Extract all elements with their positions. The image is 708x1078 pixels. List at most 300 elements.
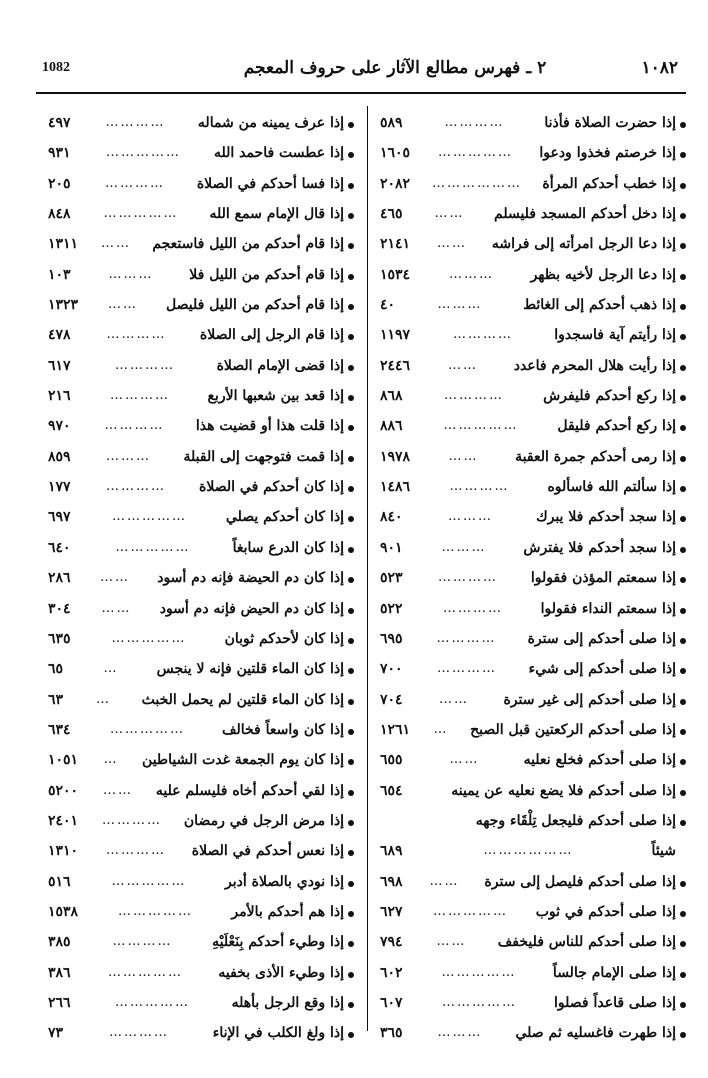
leader-dots: …………… [442,994,517,1010]
index-entry [380,504,686,534]
leader-dots: ………… [106,843,166,859]
index-entry [48,565,354,595]
bullet-icon [680,608,686,614]
entry-page-number: ٥٢٣ [380,570,403,587]
entry-text: إذا كان الدرع سابغاً [232,539,344,556]
index-entry [48,687,354,717]
index-entry [380,869,686,899]
entry-text: إذا قلت هذا أو قضيت هذا [195,418,344,435]
entry-page-number: ٥٨٩ [380,115,403,131]
leader-dots: …… [429,873,460,889]
bullet-icon [348,911,354,917]
entry-page-number: ١٩٧٨ [380,448,411,465]
bullet-icon [680,516,686,522]
leader-dots: …… [439,691,469,707]
entry-page-number: ٢٠٨٢ [380,175,411,192]
index-entry [380,383,686,413]
index-entry [48,960,354,990]
bullet-icon [680,941,686,947]
entry-page-number: ٢١٦ [48,388,71,405]
right-column [380,110,686,1051]
entry-text: إذا سجد أحدكم فلا يفترش [523,539,676,556]
index-entry [48,504,354,534]
index-entry [48,596,354,626]
entry-text: إذا عرف يمينه من شماله [197,115,344,131]
entry-page-number: ١٥٣٤ [380,266,411,283]
index-entry [380,990,686,1020]
bullet-icon [348,759,354,765]
index-entry [48,201,354,231]
entry-text: إذا سجد أحدكم فلا يبرك [536,509,676,526]
leader-dots: …………… [112,509,187,525]
leader-dots: …… [436,934,467,950]
entry-text: إذا صلى أحدكم فلا يضع نعليه عن يمينه [451,782,676,799]
index-entry [48,899,354,929]
index-entry [48,353,354,383]
entry-page-number: ٤٦٥ [380,206,403,223]
bullet-icon [348,183,354,189]
entry-page-number: ٣٨٦ [48,964,71,981]
entry-page-number: ٩٠١ [380,539,403,556]
leader-dots: … [433,721,449,737]
entry-text: إذا صلى أحدكم إلى سترة [527,630,676,647]
index-entry [380,1020,686,1050]
bullet-icon [680,456,686,462]
leader-dots: …………… [118,903,193,919]
index-entry [380,929,686,959]
leader-dots: ……… [441,539,487,555]
entry-page-number: ٧٠٠ [380,661,403,678]
index-entry [380,444,686,474]
bullet-icon [680,729,686,735]
bullet-icon [348,547,354,553]
entry-page-number: ٦٤٠ [48,539,71,556]
bullet-icon [680,547,686,553]
leader-dots: …………… [103,206,179,222]
entry-text: إذا ذهب أحدكم إلى الغائط [523,297,676,314]
header-rule [36,92,686,94]
bullet-icon [680,243,686,249]
entry-text: إذا قمت فتوجهت إلى القبلة [183,448,344,465]
entry-text: إذا كان أحدكم في الصلاة [199,479,344,496]
entry-page-number: ٩٣١ [48,145,71,162]
entry-text: إذا كان الماء قلتين فإنه لا ينجس [156,661,344,678]
leader-dots: ……… [106,448,151,464]
leader-dots: ………… [443,600,503,616]
entry-text: إذا كان أحدكم يصلي [225,509,344,526]
index-entry [380,110,686,140]
bullet-icon [680,790,686,796]
index-entry [380,808,686,869]
leader-dots: …………… [111,630,187,646]
leader-dots: …………… [115,994,190,1010]
index-entry [380,899,686,929]
leader-dots: …………… [110,721,185,737]
leader-dots: …………… [111,873,187,889]
bullet-icon [348,850,354,856]
index-entry [48,656,354,686]
leader-dots: ………… [106,327,167,343]
bullet-icon [348,122,354,128]
index-entry [48,474,354,504]
bullet-icon [348,972,354,978]
leader-dots: …… [449,752,480,768]
index-entry [48,778,354,808]
leader-dots: … [103,752,119,768]
leader-dots: ………… [110,388,170,404]
bullet-icon [348,790,354,796]
entry-page-number: ١٣١١ [48,236,79,253]
bullet-icon [348,243,354,249]
bullet-icon [348,213,354,219]
index-entry [48,929,354,959]
bullet-icon [348,820,354,826]
bullet-icon [680,395,686,401]
leader-dots: ………… [105,115,166,130]
leader-dots: ……… [448,509,493,525]
entry-page-number: ١٥٣٨ [48,903,79,920]
entry-text: إذا هم أحدكم بالأمر [231,903,344,920]
entry-page-number: ٥١٦ [48,873,71,890]
entry-text: إذا قعد بين شعبها الأربع [207,388,344,405]
index-entry [380,474,686,504]
index-entry [48,262,354,292]
index-entry [48,747,354,777]
index-entry [48,383,354,413]
entry-page-number: ٧٩٤ [380,934,403,951]
bullet-icon [680,365,686,371]
index-entry [380,960,686,990]
bullet-icon [348,365,354,371]
index-entry [48,140,354,170]
bullet-icon [680,1002,686,1008]
index-entry [380,353,686,383]
entry-page-number: ٢٠٥ [48,175,71,192]
index-entry [48,717,354,747]
index-entry [380,171,686,201]
entry-page-number: ٧٠٤ [380,691,403,708]
index-entry [380,140,686,170]
entry-text: إذا طهرت فاغسليه ثم صلي [515,1025,676,1042]
entry-page-number: ٣٦٥ [380,1025,403,1042]
leader-dots: ………… [444,388,504,404]
leader-dots: …… [108,297,138,313]
entry-text: إذا دخل أحدكم المسجد فليسلم [494,206,676,223]
bullet-icon [348,638,354,644]
index-entry [380,292,686,322]
entry-page-number: ٩٧٠ [48,418,71,435]
leader-dots: … [96,691,111,707]
index-entry [48,110,354,140]
entry-page-number: ١٠٣ [48,266,71,283]
bullet-icon [348,516,354,522]
entry-text: إذا نودي بالصلاة أدبر [225,873,344,890]
entry-text: إذا صلى أحدكم إلى غير سترة [503,691,676,708]
leader-dots: ……………… [432,175,522,191]
bullet-icon [680,122,686,128]
leader-dots: ………… [102,812,162,828]
entry-page-number: ٥٢٠٠ [48,782,79,799]
index-entry [380,535,686,565]
entry-text: إذا دعا الرجل لأخيه بظهر [530,266,676,283]
bullet-icon [348,274,354,280]
index-entry [48,413,354,443]
leader-dots: ………… [437,661,497,677]
column-divider [367,106,368,1031]
bullet-icon [348,941,354,947]
entry-text: إذا صلى أحدكم الركعتين قبل الصبح [470,721,676,738]
entry-page-number: ٦٥٤ [380,782,403,799]
entry-page-number: ٨٥٩ [48,448,71,465]
leader-dots: ………… [115,357,175,373]
entry-text: إذا قال الإمام سمع الله [209,206,344,223]
leader-dots: …………… [106,145,181,161]
entry-text: إذا كان واسعاً فخالف [221,721,344,738]
entry-text: إذا حضرت الصلاة فأذنا [544,115,676,131]
leader-dots: ………… [105,175,165,191]
entry-text: إذا رمى أحدكم جمرة العقبة [515,448,676,465]
entry-page-number: ٣٠٤ [48,600,71,617]
leader-dots: …………… [443,418,519,434]
entry-text: إذا قام أحدكم من الليل فليصل [166,297,344,314]
entry-text: إذا صلى أحدكم فليجعل تِلْقَاء وجهه [475,812,676,829]
leader-dots: ………… [436,630,497,646]
entry-text: إذا قام أحدكم من الليل فلا [189,266,344,283]
leader-dots: … [103,661,119,677]
entry-page-number: ١٢٦١ [380,721,411,738]
entry-text: إذا خرصتم فخذوا ودعوا [539,145,676,162]
bullet-icon [680,881,686,887]
entry-page-number: ٦٨٩ [380,842,403,859]
leader-dots: ………… [106,479,166,495]
entry-page-number: ٨٤٠ [380,509,403,526]
leader-dots: …… [101,236,131,252]
entry-text: إذا صلى أحدكم فليصل إلى سترة [484,873,676,890]
index-entry [48,1020,354,1050]
leader-dots: ………… [444,115,505,130]
bullet-icon [348,395,354,401]
bullet-icon [680,668,686,674]
bullet-icon [680,699,686,705]
leader-dots: ……… [108,266,154,282]
index-entry [48,869,354,899]
entry-page-number: ٨٦٨ [380,388,403,405]
index-entry [48,322,354,352]
entry-text: إذا كان لأحدكم ثوبان [224,630,344,647]
index-entry [48,838,354,868]
bullet-icon [680,911,686,917]
leader-dots: …………… [115,539,191,555]
leader-dots: ……… [449,266,494,282]
entry-text: إذا خطب أحدكم المرأة [542,175,676,192]
entry-page-number: ٢٦٦ [48,994,71,1011]
entry-page-number: ٢٤٤٦ [380,357,411,374]
leader-dots: …… [448,448,479,464]
entry-text: إذا وطيء الأذى بخفيه [218,964,344,981]
leader-dots: ………… [104,418,165,434]
leader-dots: …… [103,782,133,798]
entry-page-number: ١٦٠٥ [380,145,411,162]
entry-page-number: ١٤٨٦ [380,479,411,496]
bullet-icon [348,456,354,462]
entry-text: إذا سمعتم المؤذن فقولوا [530,570,676,587]
leader-dots: ………… [453,327,513,343]
page-header [0,0,708,100]
index-entry [48,808,354,838]
entry-text: إذا سألتم الله فاسألوه [547,479,676,496]
leader-dots: …… [448,357,478,373]
bullet-icon [680,972,686,978]
entry-text: إذا ولغ الكلب في الإناء [212,1025,344,1042]
bullet-icon [680,213,686,219]
index-entry [380,687,686,717]
entry-text: إذا كان الماء قلتين لم يحمل الخبث [141,691,344,708]
index-entry [380,656,686,686]
entry-page-number: ٦٢٧ [380,903,403,920]
bullet-icon [680,577,686,583]
entry-page-number: ٦٣٥ [48,630,71,647]
bullet-icon [680,425,686,431]
entry-text: إذا كان دم الحيض فإنه دم أسود [159,600,344,617]
entry-text: إذا صلى أحدكم إلى شيء [528,661,676,678]
bullet-icon [348,1032,354,1038]
page-number-latin: 1082 [42,60,70,75]
entry-page-number: ٦١٧ [48,357,71,374]
entry-text: إذا نعس أحدكم في الصلاة [191,843,344,860]
entry-page-number: ٣٨٥ [48,934,71,951]
bullet-icon [680,820,686,826]
entry-page-number: ٦٩٥ [380,630,403,647]
entry-page-number: ٢١٤١ [380,236,411,253]
entry-page-number: ١٣١٠ [48,843,79,860]
leader-dots: …………… [433,903,508,919]
index-entry [48,444,354,474]
leader-dots: ………… [109,1025,169,1041]
bullet-icon [348,425,354,431]
index-entry [48,535,354,565]
leader-dots: ………… [112,934,173,950]
entry-text: إذا ركع أحدكم فليفرش [543,388,676,405]
index-entry [48,626,354,656]
index-entry [380,596,686,626]
entry-text-continuation: شيئاً [651,842,676,859]
entry-text: إذا صلى أحدكم في ثوب [535,903,676,920]
entry-page-number: ٥٢٢ [380,600,403,617]
entry-text: إذا رأيتم آية فاسجدوا [554,327,676,344]
bullet-icon [680,304,686,310]
bullet-icon [348,1002,354,1008]
page-number-arabic: ١٠٨٢ [641,58,678,78]
bullet-icon [680,638,686,644]
index-entry [48,231,354,261]
entry-text: إذا قام أحدكم من الليل فاستعجم [152,236,344,253]
entry-text: إذا دعا الرجل امرأته إلى فراشه [491,236,676,253]
bullet-icon [680,334,686,340]
entry-page-number: ٦٠٢ [380,964,403,981]
entry-text: إذا فسا أحدكم في الصلاة [196,175,344,192]
entry-text: إذا سمعتم النداء فقولوا [540,600,676,617]
leader-dots: …… [437,236,467,252]
entry-text: إذا وطيء أحدكم بِنَعْلَيْهِ [212,934,344,951]
entry-page-number: ١٠٥١ [48,752,79,769]
index-entry [380,201,686,231]
index-entry [380,626,686,656]
bullet-icon [348,486,354,492]
entry-page-number: ٦٥٥ [380,752,403,769]
index-entry [380,747,686,777]
bullet-icon [348,152,354,158]
left-column [48,110,354,1051]
page-title: ٢ ـ فهرس مطالع الآثار على حروف المعجم [243,58,547,78]
leader-dots: ………… [438,570,498,586]
leader-dots: …… [100,570,130,586]
entry-text: إذا مرض الرجل في رمضان [183,812,344,829]
entry-text: إذا قام الرجل إلى الصلاة [199,327,344,344]
index-entry [380,778,686,808]
entry-text: إذا لقي أحدكم أخاه فليسلم عليه [155,782,344,799]
leader-dots: …………… [108,964,183,980]
index-entry [380,717,686,747]
bullet-icon [348,608,354,614]
bullet-icon [348,729,354,735]
entry-page-number: ٨٨٦ [380,418,403,435]
entry-text: إذا قضى الإمام الصلاة [216,357,344,374]
bullet-icon [348,881,354,887]
entry-page-number: ٦٠٧ [380,994,403,1011]
leader-dots: ………… [449,479,510,495]
entry-page-number: ٤٧٨ [48,327,71,344]
bullet-icon [680,274,686,280]
entry-page-number: ١٣٢٣ [48,297,79,314]
entry-page-number: ٦٩٧ [48,509,71,526]
bullet-icon [348,699,354,705]
entry-page-number: ٦٣ [48,691,64,708]
entry-text: إذا كان يوم الجمعة غدت الشياطين [142,752,344,769]
entry-page-number: ٢٤٠١ [48,812,79,829]
leader-dots: …………… [438,145,513,161]
entry-page-number: ٧٣ [48,1025,64,1042]
entry-text: إذا رأيت هلال المحرم فاعدد [513,357,676,374]
entry-text: إذا كان دم الحيضة فإنه دم أسود [157,570,344,587]
leader-dots: ……… [437,1025,483,1041]
entry-page-number: ٨٤٨ [48,206,71,223]
index-entry [48,292,354,322]
entry-text: إذا صلى الإمام جالساً [552,964,676,981]
index-entry [48,171,354,201]
entry-text: إذا عطست فاحمد الله [213,145,344,162]
leader-dots: ……… [437,297,483,313]
bullet-icon [348,304,354,310]
index-entry [48,990,354,1020]
entry-text: إذا صلى أحدكم للناس فليخفف [497,934,676,951]
bullet-icon [680,1032,686,1038]
entry-text: إذا صلى قاعداً فصلوا [554,994,676,1011]
leader-dots: …… [101,600,132,616]
entry-text: إذا ركع أحدكم فليقل [557,418,676,435]
bullet-icon [348,334,354,340]
bullet-icon [680,152,686,158]
bullet-icon [680,759,686,765]
entry-text: إذا صلى أحدكم فخلع نعليه [523,752,676,769]
leader-dots: …… [434,206,465,222]
index-entry [380,565,686,595]
entry-text: إذا وقع الرجل بأهله [231,994,344,1011]
bullet-icon [680,183,686,189]
entry-page-number: ٦٣٤ [48,721,71,738]
index-entry [380,322,686,352]
entry-page-number: ٢٨٦ [48,570,71,587]
index-entry [380,231,686,261]
